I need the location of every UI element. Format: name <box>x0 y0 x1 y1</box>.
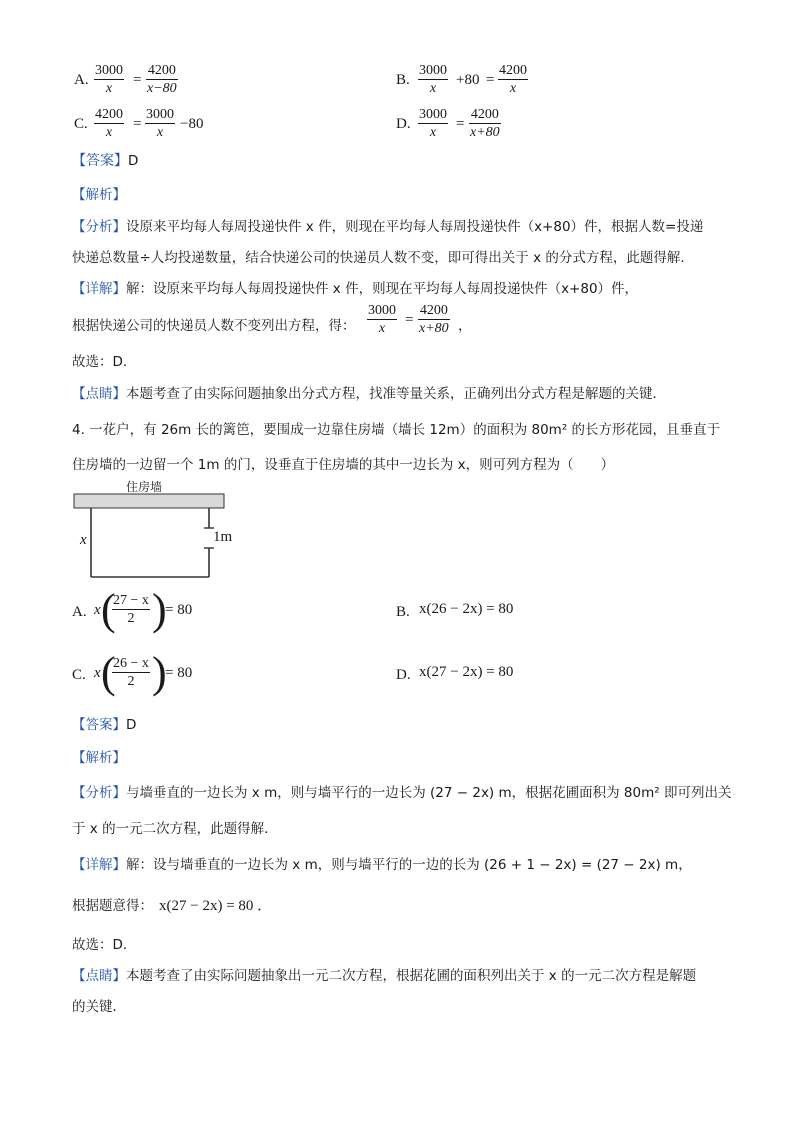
q3-detail-line2: 根据快递公司的快递员人数不变列出方程，得： <box>72 318 356 334</box>
paren-left: ( <box>101 648 116 697</box>
equals-sign: = <box>405 312 414 328</box>
fraction: $\frac{3000}{x}$ <box>146 107 174 140</box>
equals-sign: = <box>456 116 465 132</box>
minus-term: −80 <box>180 116 204 132</box>
wall-rect <box>74 494 224 508</box>
fraction: $\frac{3000}{x}$ <box>368 303 396 336</box>
var-x: x <box>94 602 101 618</box>
equation: x(27 − 2x) = 80 <box>419 664 514 680</box>
equation-rhs: = 80 <box>165 602 193 618</box>
option-label: D. <box>396 667 411 683</box>
q4-answer: 【答案】D <box>72 717 137 733</box>
q3-analysis-line2: 快递总数量÷人均投递数量，结合快递公司的快递员人数不变，即可得出关于 x 的分式方程，此题得解． <box>72 250 694 266</box>
option-label: A. <box>74 72 89 88</box>
q4-stem-line1: 4. 一花户，有 26m 长的篱笆，要围成一边靠住房墙（墙长 12m）的面积为 80m² 的长方形花园，且垂直于 <box>72 422 721 438</box>
option-label: A. <box>72 604 87 620</box>
option-label: C. <box>74 116 88 132</box>
q3-analysis-line1: 【分析】设原来平均每人每周投递快件 x 件，则现在平均每人每周投递快件（x+80）件，根据人数=投递 <box>72 219 704 235</box>
equation-rhs: = 80 <box>165 665 193 681</box>
comma: ， <box>458 318 472 334</box>
side-x-label: x <box>80 532 87 548</box>
q4-choose: 故选：D． <box>72 937 137 953</box>
fraction: $\frac{3000}{x}$ <box>419 107 447 140</box>
plus-term: +80 <box>456 72 480 88</box>
q4-analysis-line2: 于 x 的一元二次方程，此题得解． <box>72 821 278 837</box>
equals-sign: = <box>486 72 495 88</box>
fraction: $\frac{27 - x}{2}$ <box>113 593 149 626</box>
q3-answer: 【答案】D <box>72 153 139 169</box>
var-x: x <box>94 665 101 681</box>
equals-sign: = <box>133 72 142 88</box>
q4-analysis-line1: 【分析】与墙垂直的一边长为 x m，则与墙平行的一边长为 (27 − 2x) m，根据花圃面积为 80m² 即可列出关 <box>72 785 732 801</box>
fraction: $\frac{3000}{x}$ <box>95 63 123 96</box>
fraction: $\frac{3000}{x}$ <box>419 63 447 96</box>
q4-comment-line2: 的关键． <box>72 999 126 1015</box>
door-label: 1m <box>213 529 233 545</box>
q4-detail-line2: 根据题意得： x(27 − 2x) = 80 ． <box>72 898 273 914</box>
q3-jiexi-heading: 【解析】 <box>72 187 126 203</box>
q3-comment: 【点睛】本题考查了由实际问题抽象出分式方程，找准等量关系，正确列出分式方程是解题的关键． <box>72 386 666 402</box>
fraction: $\frac{26 - x}{2}$ <box>113 656 149 689</box>
paren-left: ( <box>101 585 116 634</box>
option-label: B. <box>396 72 410 88</box>
paren-right: ) <box>152 585 167 634</box>
option-label: C. <box>72 667 86 683</box>
q4-comment-line1: 【点睛】本题考查了由实际问题抽象出一元二次方程，根据花圃的面积列出关于 x 的一元二次方程是解题 <box>72 968 697 984</box>
wall-label: 住房墙 <box>126 480 163 494</box>
q4-figure <box>70 476 240 584</box>
fraction: $\frac{4200}{x+80}$ <box>419 303 449 336</box>
fraction: $\frac{4200}{x+80}$ <box>470 107 500 140</box>
q3-detail-line1: 【详解】解：设原来平均每人每周投递快件 x 件，则现在平均每人每周投递快件（x+80）件， <box>72 281 639 297</box>
q3-choose: 故选：D． <box>72 354 137 370</box>
fraction: $\frac{4200}{x}$ <box>95 107 123 140</box>
equals-sign: = <box>133 116 142 132</box>
q4-jiexi-heading: 【解析】 <box>72 750 126 766</box>
q4-detail-line1: 【详解】解：设与墙垂直的一边长为 x m，则与墙平行的一边的长为 (26 + 1 − 2x) = (27 − 2x) m， <box>72 857 692 873</box>
fraction: $\frac{4200}{x-80}$ <box>147 63 177 96</box>
q4-stem-line2: 住房墙的一边留一个 1m 的门，设垂直于住房墙的其中一边长为 x，则可列方程为（ ） <box>72 457 615 473</box>
paren-right: ) <box>152 648 167 697</box>
option-label: D. <box>396 116 411 132</box>
option-label: B. <box>396 604 410 620</box>
fraction: $\frac{4200}{x}$ <box>499 63 527 96</box>
equation: x(26 − 2x) = 80 <box>419 601 514 617</box>
